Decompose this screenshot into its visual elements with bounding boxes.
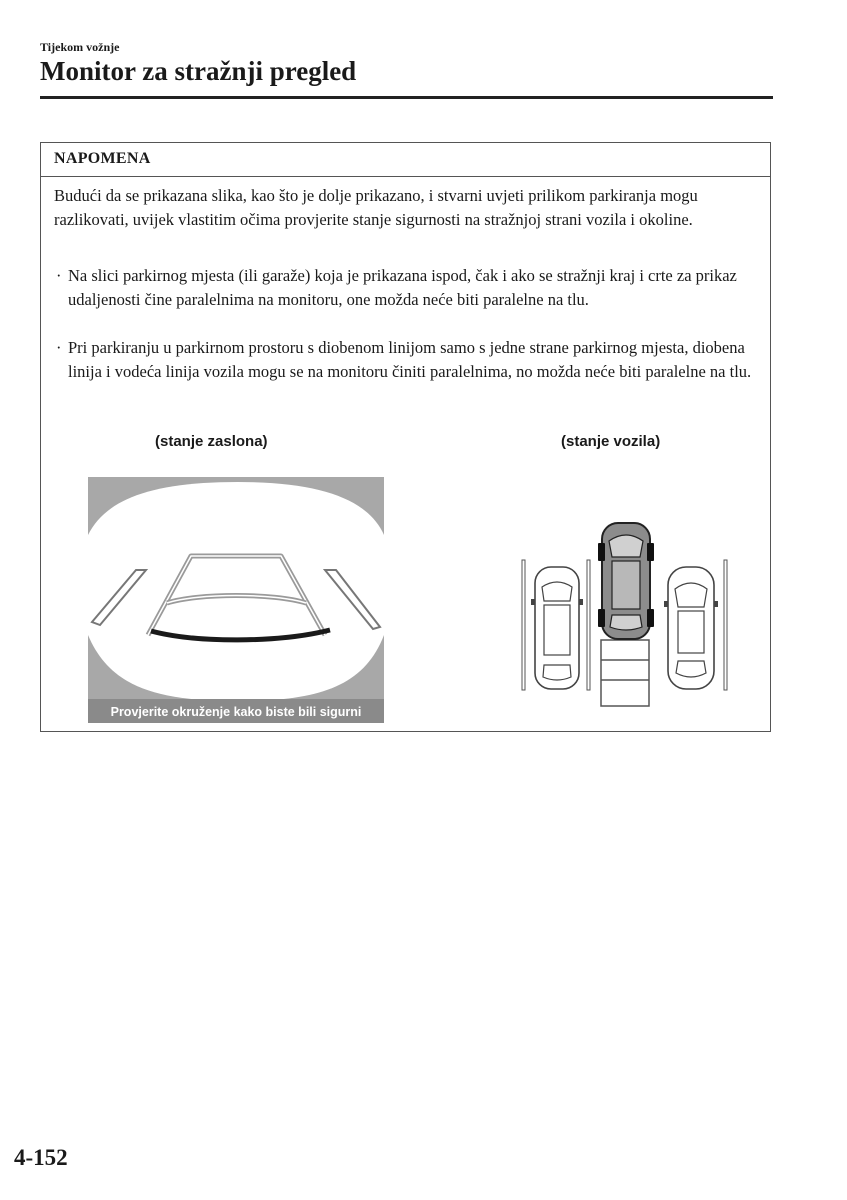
page-number: 4-152	[14, 1145, 68, 1170]
note-bullet-text: Pri parkiranju u parkirnom prostoru s diobenom linijom samo s jedne strane parkirnog mjesta, diobena linija i vodeća linija vozila mogu se na monitoru činiti paralelnima, no možda neće biti paralelne na tlu.	[68, 338, 752, 381]
parked-car-right	[664, 567, 718, 689]
bullet-marker: ·	[56, 266, 62, 285]
screen-warning-text: Provjerite okruženje kako biste bili sigurni	[110, 705, 362, 719]
parking-line-left	[522, 560, 525, 690]
camera-view-area	[88, 482, 384, 701]
parking-space-marking	[601, 640, 649, 706]
section-label: Tijekom vožnje	[40, 40, 120, 54]
page-title: Monitor za stražnji pregled	[40, 56, 357, 86]
vehicle-figure-caption: (stanje vozila)	[561, 433, 661, 450]
note-heading: NAPOMENA	[41, 143, 770, 177]
rearview-screen-illustration	[88, 477, 384, 723]
note-bullet-item	[54, 264, 759, 312]
bullet-marker: ·	[56, 338, 62, 357]
note-bullet-item	[54, 336, 759, 384]
parking-line-right	[724, 560, 727, 690]
subject-vehicle	[598, 523, 654, 639]
parking-line-center	[587, 560, 590, 690]
title-divider	[40, 96, 773, 99]
note-intro-paragraph: Budući da se prikazana slika, kao što je dolje prikazano, i stvarni uvjeti prilikom parkiranja mogu razlikovati, uvijek vlastitim očima provjerite stanje sigurnosti na stražnjoj strani vozila i okoline.	[54, 186, 698, 229]
vehicle-position-illustration	[511, 515, 731, 715]
parked-car-left	[531, 567, 583, 689]
note-bullet-text: Na slici parkirnog mjesta (ili garaže) koja je prikazana ispod, čak i ako se stražnji kraj i crte za prikaz udaljenosti čine paralelnima na monitoru, one možda neće biti paralelne na tlu.	[68, 266, 737, 309]
note-box	[40, 142, 771, 732]
screen-figure-caption: (stanje zaslona)	[155, 433, 268, 450]
